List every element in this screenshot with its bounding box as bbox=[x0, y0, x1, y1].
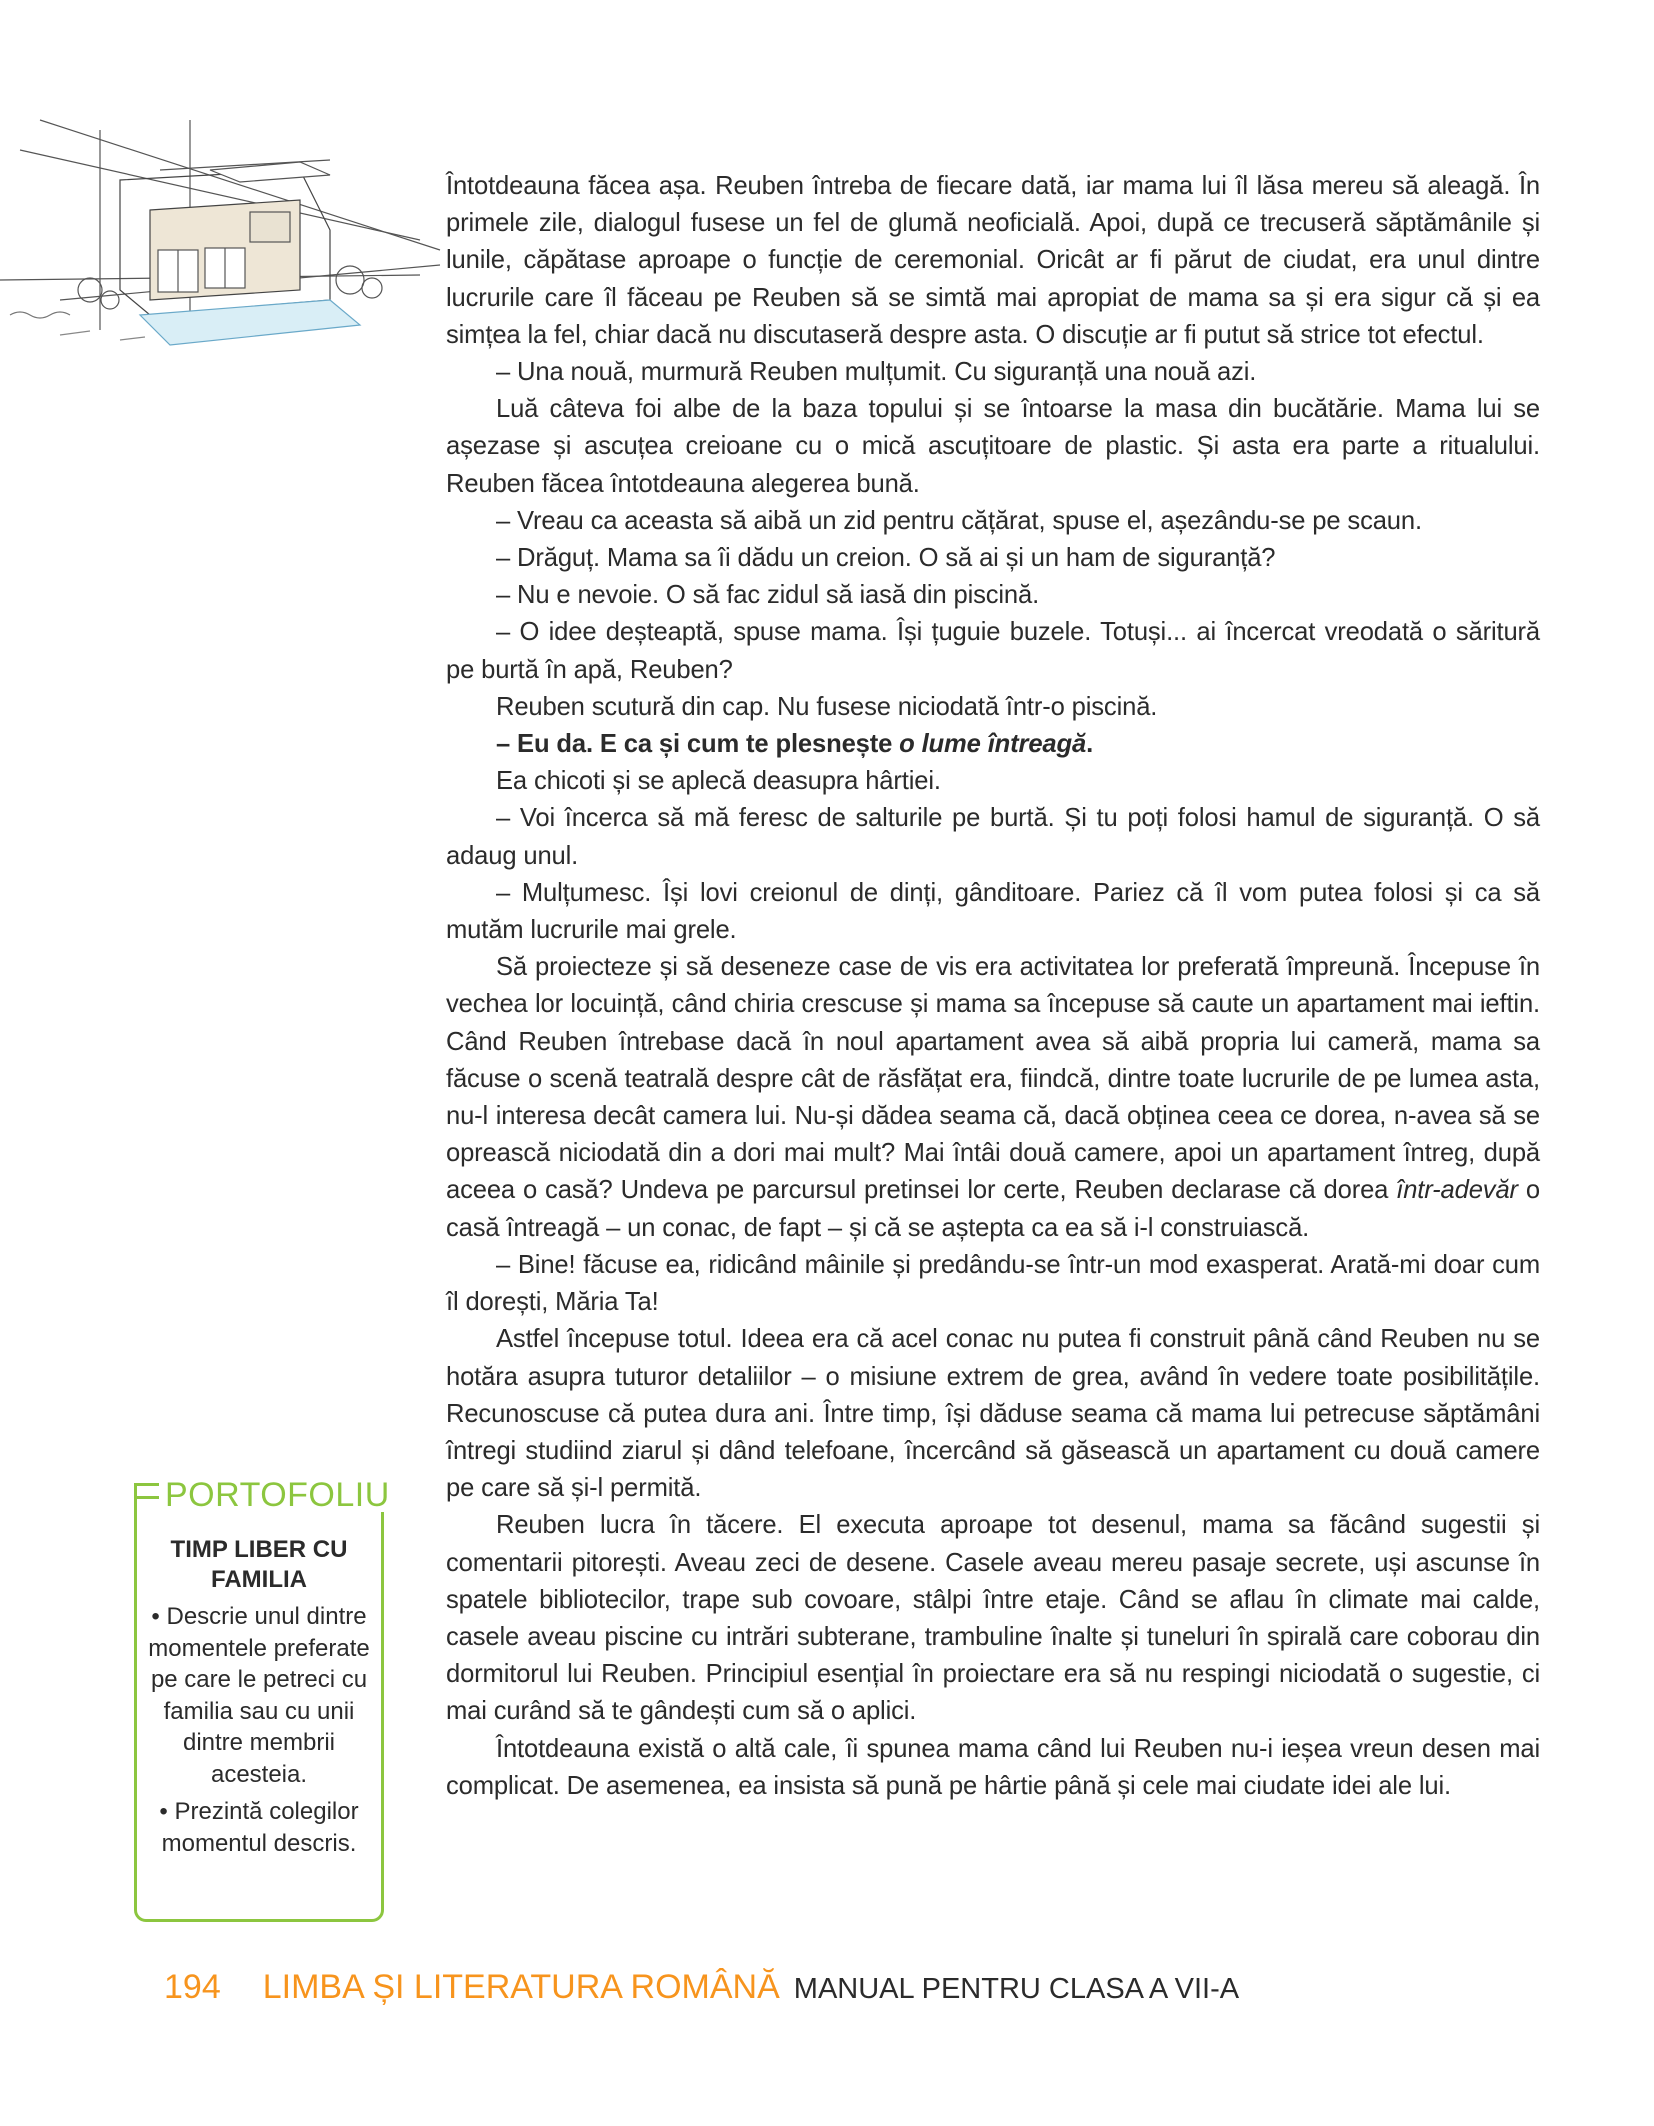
paragraph bbox=[446, 1247, 1540, 1321]
paragraph bbox=[446, 763, 1540, 800]
portofoliu-subtitle: TIMP LIBER CU FAMILIA bbox=[170, 1536, 348, 1593]
paragraph bbox=[446, 1321, 1540, 1507]
portofoliu-box bbox=[134, 1476, 390, 1922]
paragraph bbox=[446, 949, 1540, 1247]
text-segment: Ea chicoti și se aplecă deasupra hârtiei. bbox=[496, 767, 941, 796]
text-segment: Reuben scutură din cap. Nu fusese niciodată într-o piscină. bbox=[496, 692, 1158, 721]
text-segment: – Mulțumesc. Își lovi creionul de dinți, gânditoare. Pariez că îl vom putea folosi și ca să mutăm lucrurile mai grele. bbox=[446, 878, 1540, 945]
paragraph bbox=[446, 1731, 1540, 1805]
paragraph bbox=[446, 875, 1540, 949]
main-text bbox=[446, 168, 1540, 1805]
paragraph bbox=[446, 391, 1540, 503]
subject-title: LIMBA ȘI LITERATURA ROMÂNĂ bbox=[262, 1968, 780, 2006]
text-segment: . bbox=[1086, 730, 1094, 759]
portofoliu-list bbox=[137, 1601, 381, 1859]
paragraph bbox=[446, 614, 1540, 688]
paragraph bbox=[446, 540, 1540, 577]
paragraph bbox=[446, 689, 1540, 726]
text-segment: – Drăguț. Mama sa îi dădu un creion. O să ai și un ham de siguranță? bbox=[496, 544, 1276, 573]
paragraph bbox=[446, 503, 1540, 540]
text-segment: într-adevăr bbox=[1396, 1176, 1518, 1205]
text-segment: Întotdeauna făcea așa. Reuben întreba de fiecare dată, iar mama lui îl lăsa mereu să aleagă. În primele zile, dialogul fusese un fel de glumă neoficială. Apoi, după ce trecuseră săptămânile și lunile, căpătase aproape o funcție de ceremonial. Oricât ar fi părut de ciudat, era unul dintre lucrurile care îl făceau pe Reuben să se simtă mai apropiat de mama sa și era sigur că și ea simțea la fel, chiar dacă nu discutaseră despre asta. O discuție ar fi putut să strice tot efectul. bbox=[446, 172, 1540, 349]
text-segment: Întotdeauna există o altă cale, îi spunea mama când lui Reuben nu-i ieșea vreun desen mai complicat. De asemenea, ea insista să pună pe hârtie până și cele mai ciudate idei ale lui. bbox=[446, 1734, 1540, 1800]
text-segment: Astfel începuse totul. Ideea era că acel conac nu putea fi construit până când Reuben nu se hotăra asupra tuturor detaliilor – o misiune extrem de grea, având în vedere toate posibilitățile. Recunoscuse că putea dura ani. Între timp, își dăduse seama că mama lui petrecuse săptămâni întregi studiind ziarul și dând telefoane, încercând să găsească un apartament cu două camere pe care să și-l permită. bbox=[446, 1325, 1540, 1503]
paragraph bbox=[446, 354, 1540, 391]
manual-title: MANUAL PENTRU CLASA A VII-A bbox=[793, 1973, 1240, 2005]
portofoliu-item: • Prezintă colegilor momentul descris. bbox=[145, 1796, 373, 1859]
text-segment: – Bine! făcuse ea, ridicând mâinile și predându-se într-un mod exasperat. Arată-mi doar cum îl dorești, Măria Ta! bbox=[446, 1250, 1540, 1317]
paragraph bbox=[446, 577, 1540, 614]
text-segment: Să proiecteze și să deseneze case de vis era activitatea lor preferată împreună. Începuse în vechea lor locuință, când chiria crescuse și mama sa începuse să caute un apartament mai ieftin. Când Reuben întrebase dacă în noul apartament avea să aibă propria lui cameră, mama sa făcuse o scenă teatrală despre cât de răsfățat era, fiindcă, dintre toate lucrurile de pe lumea asta, nu-l interesa decât camera lui. Nu-și dădea seama că, dacă obținea ceea ce dorea, n-avea să se oprească niciodată din a dori mai mult? Mai întâi două camere, apoi un apartament întreg, după aceea o casă? Undeva pe parcursul pretinsei lor certe, Reuben declarase că dorea bbox=[446, 953, 1540, 1205]
paragraph bbox=[446, 726, 1540, 763]
page-number: 194 bbox=[164, 1968, 221, 2006]
text-segment: – Nu e nevoie. O să fac zidul să iasă din piscină. bbox=[496, 581, 1040, 610]
house-sketch-illustration bbox=[0, 100, 460, 360]
portofoliu-title: PORTOFOLIU bbox=[159, 1478, 396, 1512]
paragraph bbox=[446, 1507, 1540, 1730]
text-segment: – Vreau ca aceasta să aibă un zid pentru cățărat, spuse el, așezându-se pe scaun. bbox=[496, 506, 1422, 535]
text-segment: Luă câteva foi albe de la baza topului și se întoarse la masa din bucătărie. Mama lui se așezase și ascuțea creioane cu o mică ascuțitoare de plastic. Și asta era parte a ritualului. Reuben făcea întotdeauna alegerea bună. bbox=[446, 395, 1540, 498]
text-segment: Reuben lucra în tăcere. El executa aproape tot desenul, mama sa făcând sugestii și comentarii pitorești. Aveau zeci de desene. Casele aveau mereu pasaje secrete, uși ascunse în spatele bibliotecilor, trape sub covoare, stâlpi între etaje. Când se aflau în climate mai calde, casele aveau piscine cu intrări subterane, trambuline înalte și tuneluri în spirală care coborau din dormitorul lui Reuben. Principiul esențial în proiectare era să nu respingi niciodată o sugestie, ci mai curând să te gândești cum să o aplici. bbox=[446, 1511, 1540, 1726]
text-segment: o lume întreagă bbox=[899, 730, 1087, 759]
text-segment: – O idee deșteaptă, spuse mama. Își țuguie buzele. Totuși... ai încercat vreodată o săritură pe burtă în apă, Reuben? bbox=[446, 618, 1540, 684]
text-segment: – Una nouă, murmură Reuben mulțumit. Cu siguranță una nouă azi. bbox=[496, 358, 1257, 387]
paragraph bbox=[446, 800, 1540, 874]
text-segment: – Eu da. E ca și cum te plesnește bbox=[496, 730, 900, 759]
page-footer bbox=[164, 1968, 1239, 2012]
paragraph bbox=[446, 168, 1540, 354]
portofoliu-item: • Descrie unul dintre momentele preferate pe care le petreci cu familia sau cu unii dintre membrii acesteia. bbox=[145, 1601, 373, 1790]
text-segment: – Voi încerca să mă feresc de salturile pe burtă. Și tu poți folosi hamul de siguranță. O să adaug unul. bbox=[446, 804, 1540, 870]
text-segment: o casă întreagă – un conac, de fapt – și că se aștepta ca ea să i-l construiască. bbox=[446, 1176, 1541, 1242]
